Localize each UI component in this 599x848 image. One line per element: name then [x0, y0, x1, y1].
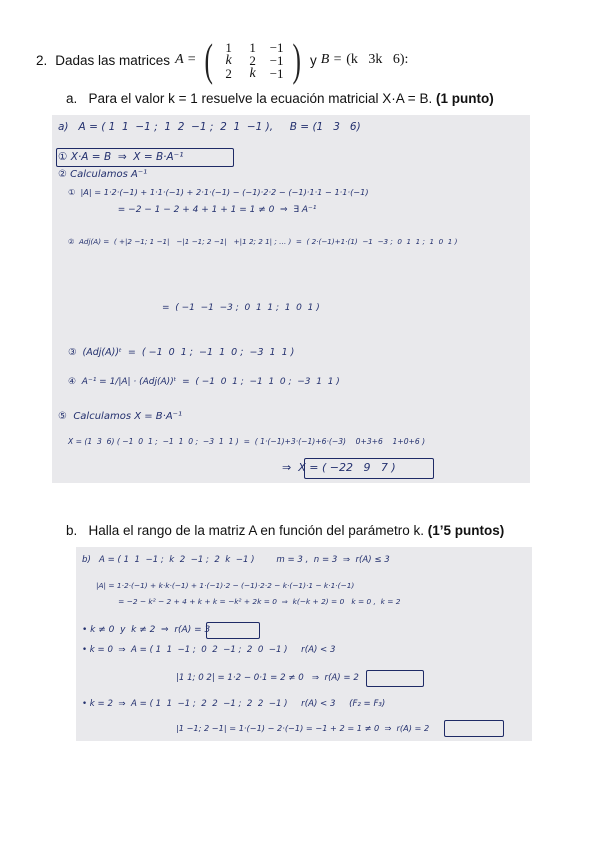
matrix-a-cell: 1 — [225, 39, 232, 55]
hw-line: = ( −1 −1 −3 ; 0 1 1 ; 1 0 1 ) — [162, 303, 320, 313]
boxed-step — [206, 622, 260, 639]
connector: y — [309, 52, 317, 68]
part-b-points: (1’5 puntos) — [427, 523, 505, 538]
matrix-a-cell: −1 — [269, 39, 284, 55]
matrix-a: ( 1 1 −1 k 2 −1 2 k −1 ) — [204, 34, 301, 85]
part-b-text: Halla el rango de la matriz A en función del parámetro k. — [88, 523, 424, 538]
part-b-heading — [66, 523, 504, 538]
matrix-a-cell: 1 — [249, 39, 256, 55]
hw-line: = −2 − 1 − 2 + 4 + 1 + 1 = 1 ≠ 0 ⇒ ∃ A⁻¹ — [92, 205, 317, 215]
hw-line: ① X·A = B ⇒ X = B·A⁻¹ — [58, 151, 184, 163]
part-a-text: Para el valor k = 1 resuelve la ecuación matricial X·A = B. — [88, 91, 433, 106]
matrix-a-cell: −1 — [269, 65, 284, 81]
hw-line: |1 1; 0 2| = 1·2 − 0·1 = 2 ≠ 0 ⇒ r(A) = 2 — [176, 673, 359, 683]
matrix-a-cell: 2 — [249, 52, 256, 68]
hw-line: X = (1 3 6) ( −1 0 1 ; −1 1 0 ; −3 1 1 ) = ( 1·(−1)+3·(−1)+6·(−3) 0+3+6 1+0+6 ) — [68, 437, 426, 446]
hw-line: a) A = ( 1 1 −1 ; 1 2 −1 ; 2 1 −1 ), B = (1 3 6) — [58, 121, 361, 133]
hw-line: ③ (Adj(A))ᵗ = ( −1 0 1 ; −1 1 0 ; −3 1 1 ) — [68, 347, 295, 358]
hw-line: ⇒ X = ( −22 9 7 ) — [282, 461, 396, 474]
hw-line: • k ≠ 0 y k ≠ 2 ⇒ r(A) = 3 — [82, 625, 211, 635]
hw-line: ④ A⁻¹ = 1/|A| · (Adj(A))ᵗ = ( −1 0 1 ; −1 1 0 ; −3 1 1 ) — [68, 377, 340, 387]
hw-line: ② Calculamos A⁻¹ — [58, 169, 148, 180]
part-a-handwritten-solution — [52, 115, 530, 483]
question-intro: Dadas las matrices — [55, 52, 171, 68]
part-b-handwritten-solution — [76, 547, 532, 741]
boxed-result — [304, 458, 434, 479]
part-b-label: b. — [66, 523, 78, 538]
matrix-a-cell: k — [249, 65, 256, 81]
hw-line: • k = 0 ⇒ A = ( 1 1 −1 ; 0 2 −1 ; 2 0 −1 ) r(A) < 3 — [82, 645, 336, 655]
matrix-a-cell: −1 — [269, 52, 284, 68]
hw-line: |1 −1; 2 −1| = 1·(−1) − 2·(−1) = −1 + 2 = 1 ≠ 0 ⇒ r(A) = 2 — [176, 723, 430, 733]
matrix-a-grid — [217, 41, 289, 80]
hw-line: ⑤ Calculamos X = B·A⁻¹ — [58, 411, 182, 422]
hw-line: ① |A| = 1·2·(−1) + 1·1·(−1) + 2·1·(−1) − (−1)·2·2 − (−1)·1·1 − 1·1·(−1) — [68, 187, 369, 197]
question-statement — [36, 34, 576, 85]
boxed-step — [444, 720, 504, 737]
part-a-heading — [66, 91, 494, 106]
boxed-step — [366, 670, 424, 687]
hw-line: ② Adj(A) = ( +|2 −1; 1 −1| −|1 −1; 2 −1| +|1 2; 2 1| ; … ) = ( 2·(−1)+1·(1) −1 −3 ; 0 1 1 ; 1 0 1 ) — [68, 237, 458, 246]
matrix-a-cell: 2 — [225, 65, 232, 81]
matrix-b: (k 3k 6): — [346, 52, 409, 67]
matrix-a-cell: k — [225, 52, 232, 68]
hw-line: • k = 2 ⇒ A = ( 1 1 −1 ; 2 2 −1 ; 2 2 −1 ) r(A) < 3 (F₂ = F₃) — [82, 699, 386, 709]
boxed-step — [56, 148, 234, 167]
matrix-b-name: B = — [320, 52, 343, 67]
hw-line: b) A = ( 1 1 −1 ; k 2 −1 ; 2 k −1 ) m = 3 , n = 3 ⇒ r(A) ≤ 3 — [82, 555, 390, 565]
matrix-a-name: A = — [175, 52, 197, 67]
question-number: 2. — [36, 52, 48, 68]
hw-line: = −2 − k² − 2 + 4 + k + k = −k² + 2k = 0 ⇒ k(−k + 2) = 0 k = 0 , k = 2 — [104, 597, 401, 606]
hw-line: |A| = 1·2·(−1) + k·k·(−1) + 1·(−1)·2 − (−1)·2·2 − k·(−1)·1 − k·1·(−1) — [96, 581, 355, 590]
part-a-label: a. — [66, 91, 78, 106]
part-a-points: (1 punto) — [435, 91, 494, 106]
